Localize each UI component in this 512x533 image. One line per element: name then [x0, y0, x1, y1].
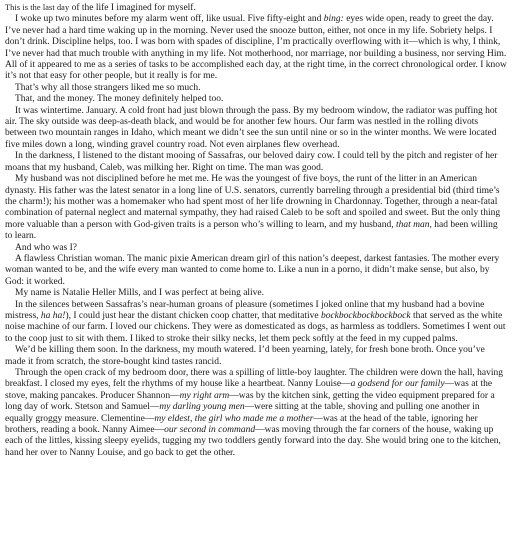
- italic-text: a godsend for our family: [350, 379, 445, 390]
- body-text: that served as the white noise machine of our farm. I loved our chickens. They were as domesticated as dogs, as harmless as toddlers. Sometimes I went out to the coop just to sit with them. I liked to stroke their silky necks, let them peck softly at the feed in my cupped palms.: [5, 310, 506, 344]
- paragraph: [5, 151, 507, 174]
- body-text: Through the open crack of my bedroom door, there was a spilling of little-boy laughter. The children were down the hall, having breakfast. I closed my eyes, felt the rhythms of my house like a heartbeat. Nanny Louise—: [5, 368, 504, 390]
- paragraph: [5, 83, 507, 94]
- body-text: That, and the money. The money definitely helped too.: [15, 94, 224, 105]
- paragraph: [5, 300, 507, 346]
- body-text: —was at the head of the table, ignoring her brothers, reading a book. Nanny Aimee—: [5, 413, 478, 436]
- paragraph: [5, 14, 507, 82]
- italic-text: my eldest, the girl who made me a mother: [154, 413, 314, 424]
- body-text: A flawless Christian woman. The manic pixie American dream girl of this nation’s deepest, darkest fantasies. The mother every woman wanted to be, and the wife every man wanted to come home to. Like a nun in a porno, it didn’t make sense, but also, by God: it worked.: [5, 253, 500, 287]
- body-text: —was moving through the far corners of the house, waking up each of the littles, kissing sleepy eyelids, tugging my two toddlers gently forward into the day. She would bring one to the kitchen, hand her over to Nanny Louise, and go back to get the other.: [5, 425, 501, 458]
- italic-text: my darling young men: [159, 402, 245, 413]
- italic-text: my right arm: [179, 390, 230, 401]
- paragraph: [5, 94, 507, 105]
- paragraph: [5, 368, 507, 459]
- body-text: And who was I?: [15, 242, 78, 253]
- italic-text: bockbockbockbockbock: [320, 310, 411, 321]
- body-text: My name is Natalie Heller Mills, and I was perfect at being alive.: [15, 288, 265, 299]
- body-text: That’s why all those strangers liked me so much.: [15, 82, 201, 93]
- italic-text: bing:: [323, 14, 344, 25]
- body-text: We’d be killing them soon. In the darkness, my mouth watered. I’d been yearning, lately, for fresh bone broth. Once you’ve made it from scratch, the store-bought kind tastes rancid.: [5, 345, 485, 367]
- paragraph: [5, 106, 507, 152]
- body-text: —was by the kitchen sink, getting the video equipment prepared for a long day of work. Stetson and Samuel—: [5, 390, 495, 413]
- body-text: In the darkness, I listened to the distant mooing of Sassafras, our beloved dairy cow. I could tell by the pitch and register of her moans that my husband, Caleb, was milking her. Right on time. The man was good.: [5, 151, 498, 173]
- paragraph: [5, 288, 507, 299]
- paragraph: [5, 174, 507, 242]
- paragraph: [5, 254, 507, 288]
- body-text: ), I could just hear the distant chicken coop chatter, that meditative: [65, 310, 321, 321]
- body-text: had been willing to learn.: [5, 219, 498, 242]
- body-text: In the silences between Sassafras’s near-human groans of pleasure (sometimes I joked online that my husband had a bovine mistress,: [5, 299, 485, 321]
- paragraph: [5, 345, 507, 368]
- body-text: eyes wide open, ready to greet the day. I’ve never had a hard time waking up in the morning. Never used the snooze button, either, not once in my life. Sobriety helps. I don’t drink. Discipline helps, too. I was born with spades of discipline, I’m practically overflowing with it—which is why, I think, I’ve never had that much trouble with anything in my life. Not motherhood, nor marriage, nor building a business, nor serving Him. All of it appeared to me as a series of tasks to be accomplished each day, at the right time, in the correct chronological order. I know it’s not that easy for other people, but it really is for me.: [5, 14, 507, 82]
- body-text: —were sitting at the table, shoving and pulling one another in equally groggy measure. Clementine—: [5, 402, 480, 424]
- body-text: of the life I imagined for myself.: [69, 3, 196, 13]
- opening-paragraph: [5, 2, 507, 14]
- body-text: —was at the stove, making pancakes. Producer Shannon—: [5, 379, 493, 401]
- italic-text: our second in command: [164, 425, 256, 436]
- italic-text: that man,: [396, 219, 432, 230]
- paragraph: [5, 243, 507, 254]
- body-text: I woke up two minutes before my alarm went off, like usual. Five fifty-eight and: [15, 14, 324, 25]
- body-text: My husband was not disciplined before he met me. He was the youngest of five boys, the runt of the litter in an American dynasty. His father was the latest senator in a long line of U.S. senators, currently barreling through a presidential bid (third time’s the charm!); his mother was a homemaker who had spent most of her life drowning in Chardonnay. Together, through a near-fatal combination of paternal neglect and maternal sympathy, they had raised Caleb to be soft and spoiled and sweet. But the only thing more valuable than a person with God-given traits is a person who’s willing to learn, and my husband,: [5, 174, 501, 230]
- lead-in-text: This is the last day: [5, 3, 70, 12]
- italic-text: ha ha!: [40, 310, 66, 321]
- body-text: It was wintertime. January. A cold front had just blown through the pass. By my bedroom window, the radiator was puffing hot air. The sky outside was deep-as-death black, and would be for another few hours. Our farm was nestled in the rolling divots between two mountain ranges in Idaho, which meant we didn’t see the sun until nine or so in the winter months. We were located five miles down a long, winding gravel country road. Not even airplanes flew overhead.: [5, 105, 498, 150]
